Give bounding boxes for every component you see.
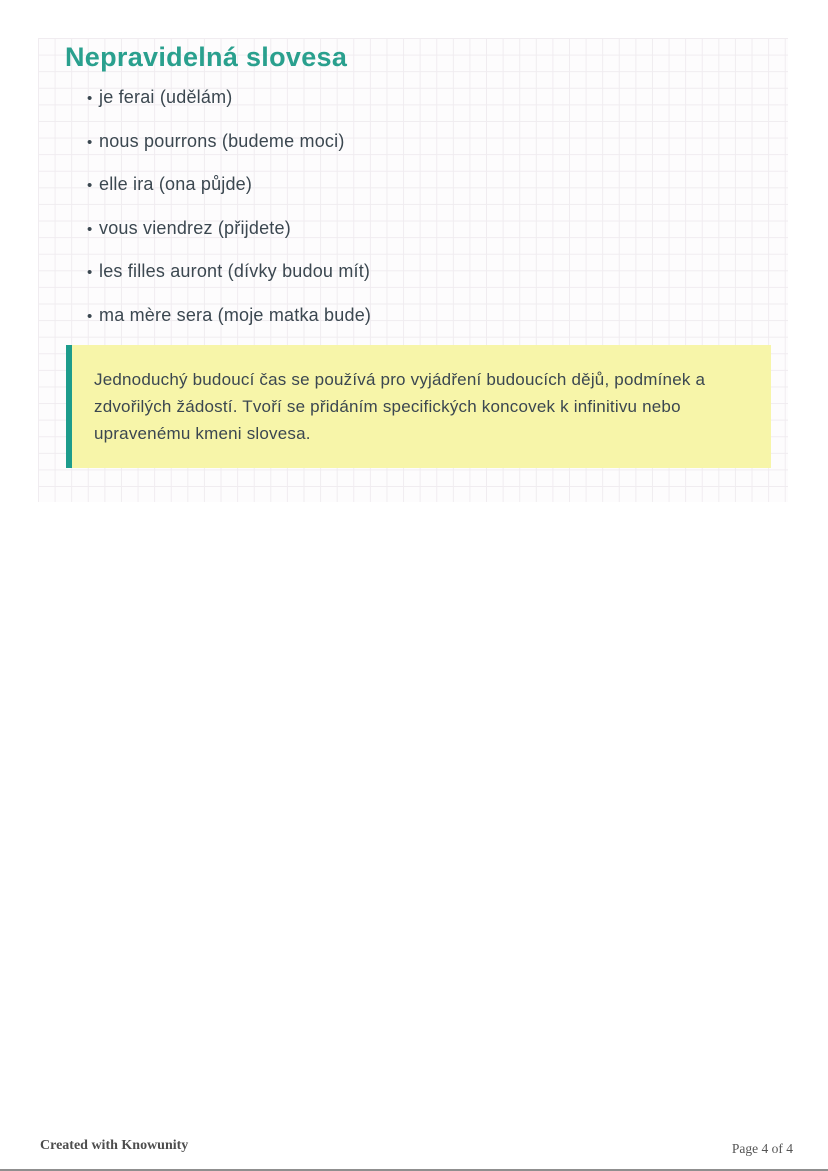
bullet-marker <box>87 177 99 194</box>
bullet-marker <box>87 90 99 107</box>
list-item <box>87 261 371 283</box>
list-item-text: les filles auront (dívky budou mít) <box>99 261 371 281</box>
list-item-text: ma mère sera (moje matka bude) <box>99 304 372 325</box>
callout-box <box>66 345 771 468</box>
page-title: Nepravidelná slovesa <box>65 42 348 72</box>
bullet-marker <box>87 264 99 281</box>
list-item <box>87 87 371 109</box>
list-item-text: elle ira (ona půjde) <box>99 174 253 194</box>
footer-page-number: Page 4 of 4 <box>731 1141 793 1156</box>
list-item <box>87 305 371 327</box>
callout-text: Jednoduchý budoucí čas se používá pro vyjádření budoucích dějů, podmínek a zdvořilých žádostí. Tvoří se přidáním specifických koncovek k infinitivu nebo upravenému kmeni slovesa. <box>94 370 706 443</box>
bullet-marker <box>87 308 99 325</box>
page-footer <box>0 1136 828 1160</box>
bullet-marker <box>87 221 99 238</box>
verb-list <box>87 87 371 348</box>
list-item-text: vous viendrez (přijdete) <box>99 217 291 238</box>
list-item-text: nous pourrons (budeme moci) <box>99 130 345 151</box>
bullet-marker <box>87 134 99 151</box>
list-item <box>87 131 371 153</box>
list-item <box>87 174 371 196</box>
list-item-text: je ferai (udělám) <box>99 87 233 107</box>
list-item <box>87 218 371 240</box>
footer-credit: Created with Knowunity <box>40 1138 189 1153</box>
